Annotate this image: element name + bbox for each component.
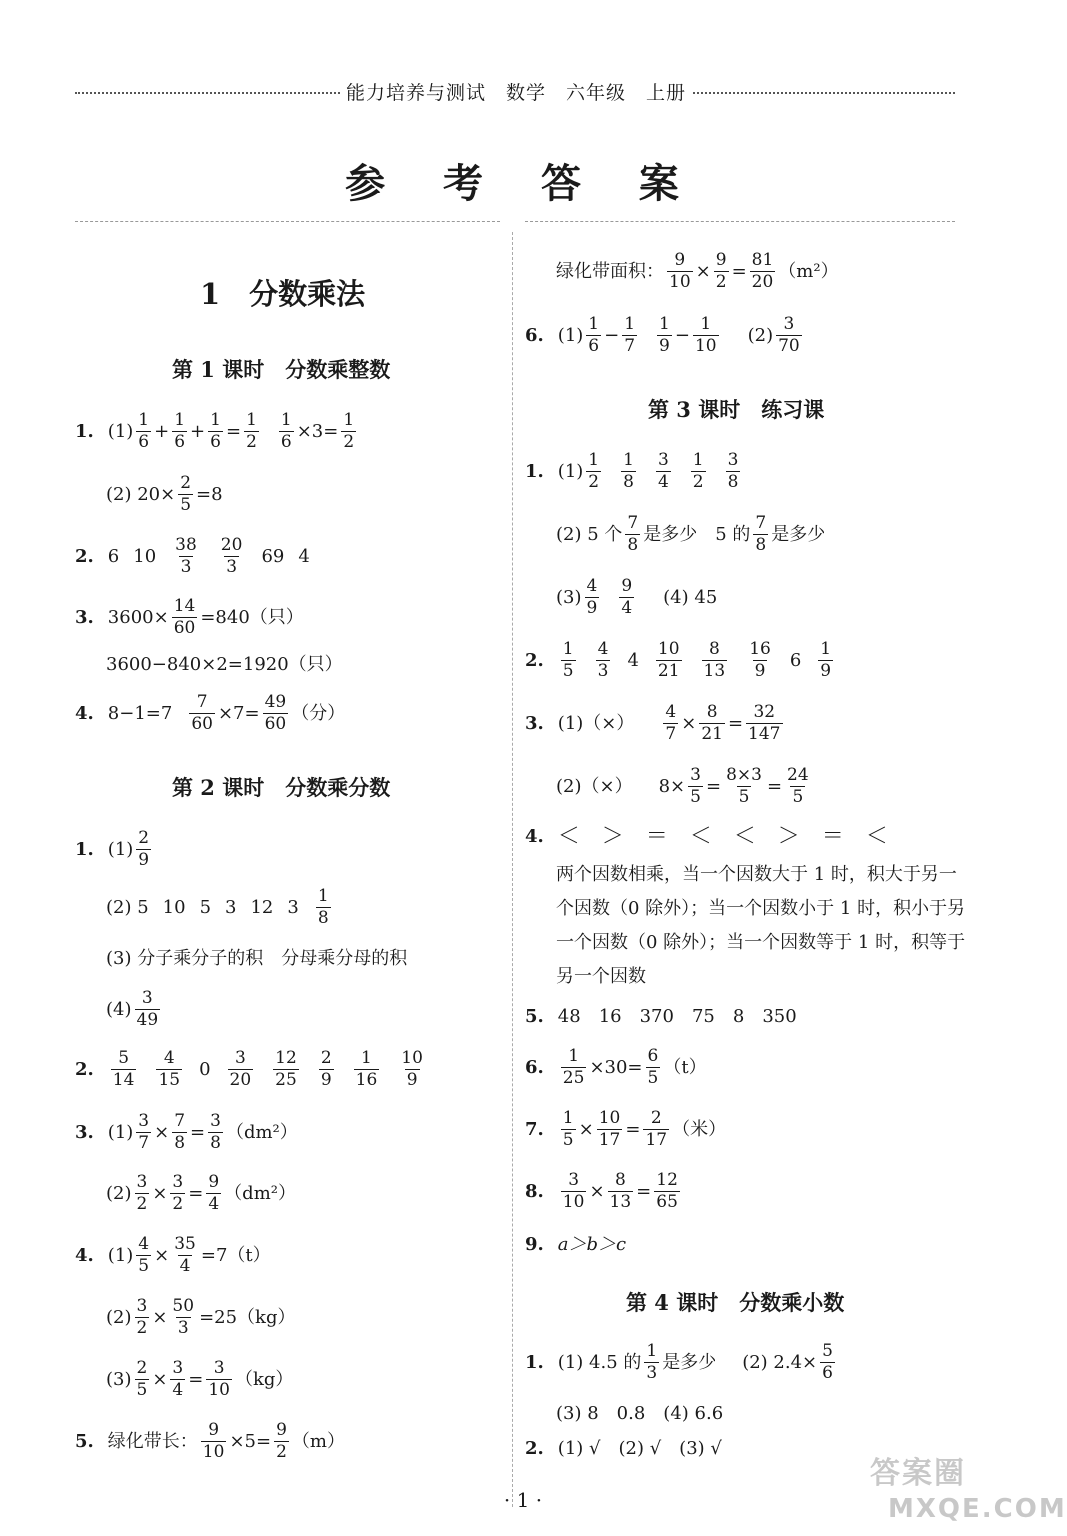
s1-q1-2: (2) 20× $\frac{2}{5}$ =8 (106, 473, 223, 515)
s3-q4-signs: 4. ＜ ＞ ＝ ＜ ＜ ＞ ＝ ＜ (525, 824, 888, 849)
s3-q1-3: (3) $\frac{4}{9}$ $\frac{9}{4}$ (4) 45 (556, 576, 718, 618)
s3-q4-explanation: 两个因数相乘，当一个因数大于 1 时，积大于另一个因数（0 除外）；当一个因数小于 1 时，积小于另一个因数（0 除外）；当一个因数等于 1 时，积等于另一个因数 (556, 864, 966, 987)
s3-q6: 6. $\frac{1}{25}$ ×30= $\frac{6}{5}$ （t） (525, 1046, 707, 1088)
s3-q9-text: a＞b＞c (557, 1234, 627, 1255)
watermark-logo: 答案圈 (870, 1456, 966, 1491)
s1-q3b: 3600−840×2=1920（只） (106, 654, 343, 675)
s1-q3a: 3. 3600× $\frac{14}{60}$ =840（只） (75, 596, 304, 638)
s3-q1-2-text-b: 是多少 5 的 (643, 523, 751, 545)
s3-q1-2-text-a: (2) 5 个 (556, 523, 623, 545)
s2-q6: 6. (1) $\frac{1}{6}$ − $\frac{1}{7}$ $\frac{1}{9}$ − $\frac{1}{10}$ (2) $\frac{3}{70}$ (525, 314, 800, 356)
header-dotted-line-right (690, 92, 955, 94)
s3-q5: 5. 48 16 370 75 8 350 (525, 1006, 797, 1027)
s3-q4-signs-text: ＜ ＞ ＝ ＜ ＜ ＞ ＝ ＜ (557, 824, 888, 849)
header-dotted-line-left (75, 92, 340, 94)
s2-q3-1: 3. (1) $\frac{3}{7}$ × $\frac{7}{8}$ = $\frac{3}{8}$ （dm²） (75, 1111, 298, 1153)
s1-q2: 2. 6 10 $\frac{38}{3}$ $\frac{20}{3}$ 69 4 (75, 535, 310, 577)
s1-q1-1: 1. (1) $\frac{1}{6}$ + $\frac{1}{6}$ + $\frac{1}{6}$ = $\frac{1}{2}$ $\frac{1}{6}$ ×3= $\frac{1}{2}$ (75, 410, 355, 452)
chapter-title: 1 分数乘法 (200, 277, 366, 311)
page-number: · 1 · (503, 1488, 543, 1512)
s2-q4-3: (3) $\frac{2}{5}$ × $\frac{3}{4}$ = $\frac{3}{10}$ （kg） (106, 1358, 294, 1400)
s3-q3-2: (2)（×） 8× $\frac{3}{5}$ = $\frac{8\times 3}{5}$ = $\frac{24}{5}$ (556, 765, 809, 807)
section-title-4: 第 4 课时 分数乘小数 (626, 1290, 845, 1315)
divider-left (75, 221, 500, 222)
s3-q1-2: (2) 5 个 $\frac{7}{8}$ 是多少 5 的 $\frac{7}{8}$ 是多少 (556, 513, 826, 555)
s3-q5-text: 48 16 370 75 8 350 (557, 1006, 797, 1027)
section-title-2: 第 2 课时 分数乘分数 (172, 775, 391, 800)
s4-q1-3: (3) 8 0.8 (4) 6.6 (556, 1403, 724, 1424)
s2-q1-2: (2) 5 10 5 3 12 3 $\frac{1}{8}$ (106, 886, 329, 928)
section-title-1: 第 1 课时 分数乘整数 (172, 357, 391, 382)
divider-right (525, 221, 955, 222)
s3-q9: 9. a＞b＞c (525, 1234, 627, 1255)
s2-q5: 5. 绿化带长： $\frac{9}{10}$ ×5= $\frac{9}{2}$ （m） (75, 1420, 345, 1462)
s2-q2: 2. $\frac{5}{14}$ $\frac{4}{15}$ 0 $\frac{3}{20}$ $\frac{12}{25}$ $\frac{2}{9}$ $\frac{1}{16}$ $\frac{10}{9}$ (75, 1048, 423, 1090)
s3-q1-2-text-c: 是多少 (771, 523, 826, 545)
s2-q3-2: (2) $\frac{3}{2}$ × $\frac{3}{2}$ = $\frac{9}{4}$ （dm²） (106, 1172, 296, 1214)
s2-q4-2: (2) $\frac{3}{2}$ × $\frac{50}{3}$ =25（kg） (106, 1296, 296, 1338)
s3-q8: 8. $\frac{3}{10}$ × $\frac{8}{13}$ = $\frac{12}{65}$ (525, 1170, 678, 1212)
s3-q7: 7. $\frac{1}{5}$ × $\frac{10}{17}$ = $\frac{2}{17}$ （米） (525, 1108, 727, 1150)
s4-q2: 2. (1) √ (2) √ (3) √ (525, 1438, 722, 1459)
page-title: 参 考 答 案 (345, 160, 701, 207)
s2-q1-1: 1. (1) $\frac{2}{9}$ (75, 828, 150, 870)
s3-q2: 2. $\frac{1}{5}$ $\frac{4}{3}$ 4 $\frac{10}{21}$ $\frac{8}{13}$ $\frac{16}{9}$ 6 $\frac{1}{9}$ (525, 639, 832, 681)
s2-q1-3: (3) 分子乘分子的积 分母乘分母的积 (106, 948, 408, 969)
watermark-url: MXQE.COM (888, 1494, 1067, 1524)
s3-q1-1: 1. (1) $\frac{1}{2}$ $\frac{1}{8}$ $\frac{3}{4}$ $\frac{1}{2}$ $\frac{3}{8}$ (525, 450, 739, 492)
s2-q1-4: (4) $\frac{3}{49}$ (106, 988, 159, 1030)
s1-q4: 4. 8−1=7 $\frac{7}{60}$ ×7= $\frac{49}{60}$ （分） (75, 692, 346, 734)
s2-q5-area: 绿化带面积： $\frac{9}{10}$ × $\frac{9}{2}$ = $\frac{81}{20}$ （m²） (556, 250, 839, 292)
s4-q2-text: (1) √ (2) √ (3) √ (557, 1438, 722, 1459)
section-title-3: 第 3 课时 练习课 (648, 397, 825, 422)
header-title: 能力培养与测试 数学 六年级 上册 (340, 78, 692, 105)
s2-q4-1: 4. (1) $\frac{4}{5}$ × $\frac{35}{4}$ =7（t） (75, 1234, 271, 1276)
column-divider (512, 232, 513, 1507)
s4-q1-1: 1. (1) 4.5 的 $\frac{1}{3}$ 是多少 (2) 2.4× $\frac{5}{6}$ (525, 1341, 833, 1383)
s3-q3-1: 3. (1)（×） $\frac{4}{7}$ × $\frac{8}{21}$ = $\frac{32}{147}$ (525, 702, 781, 744)
